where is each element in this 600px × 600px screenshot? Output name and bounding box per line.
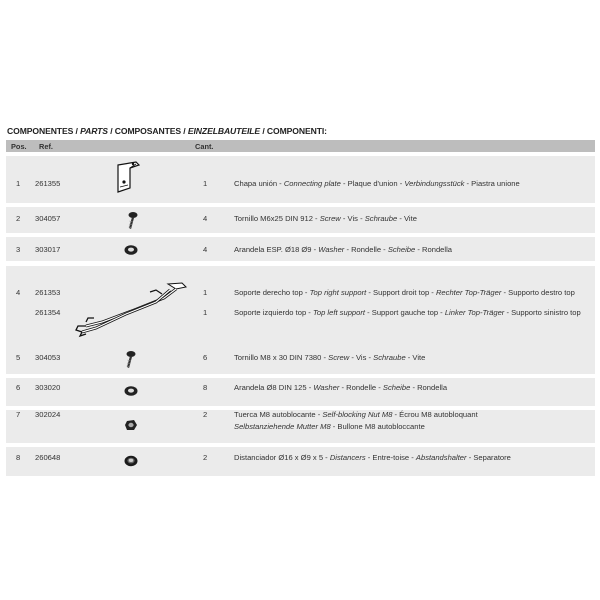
desc-segment: Top right support — [309, 288, 367, 297]
row-ref: 303020 — [35, 383, 61, 392]
desc-segment: - Supporto destro top — [501, 288, 575, 297]
row-pos: 4 — [16, 288, 21, 297]
desc-segment: Tuerca M8 autoblocante - — [234, 410, 323, 419]
title-seg: COMPONENTES / — [7, 126, 81, 136]
row-description — [234, 353, 425, 363]
washer-icon — [123, 384, 139, 402]
desc-segment: Distancers — [329, 453, 366, 462]
row-qty: 4 — [203, 214, 208, 223]
desc-segment: Washer — [318, 245, 345, 254]
row-ref: 303017 — [35, 245, 61, 254]
row-description — [234, 453, 511, 463]
desc-segment: Abstandshalter — [415, 453, 467, 462]
table-row — [6, 237, 595, 261]
header-pos: Pos. — [11, 141, 27, 151]
row-ref: 260648 — [35, 453, 61, 462]
row-pos: 5 — [16, 353, 21, 362]
row-qty: 6 — [203, 353, 208, 362]
row-description — [234, 288, 575, 298]
nut-icon — [124, 418, 138, 437]
desc-segment: - Rondella — [415, 245, 452, 254]
desc-segment: Arandela Ø8 DIN 125 - — [234, 383, 314, 392]
desc-segment: - Rondelle - — [339, 383, 383, 392]
row-pos: 8 — [16, 453, 21, 462]
row-ref: 261353 — [35, 288, 61, 297]
row-description — [234, 214, 417, 224]
desc-segment: Soporte izquierdo top - — [234, 308, 313, 317]
row-ref: 302024 — [35, 410, 61, 419]
parts-list-title — [7, 126, 327, 136]
desc-segment: - Vite — [397, 214, 417, 223]
desc-segment: - Bullone M8 autobloccante — [330, 422, 425, 431]
row-qty: 8 — [203, 383, 208, 392]
table-row — [6, 447, 595, 476]
desc-segment: Chapa unión - — [234, 179, 284, 188]
desc-segment: - Support gauche top - — [365, 308, 445, 317]
desc-segment: Washer — [313, 383, 340, 392]
screw-icon — [122, 350, 138, 375]
title-seg: / COMPOSANTES / — [107, 126, 188, 136]
row-qty: 2 — [203, 453, 208, 462]
desc-segment: Schraube — [373, 353, 406, 362]
row-qty: 4 — [203, 245, 208, 254]
parts-table — [6, 140, 595, 476]
desc-segment: Arandela ESP. Ø18 Ø9 - — [234, 245, 319, 254]
row-pos: 6 — [16, 383, 21, 392]
desc-segment: - Support droit top - — [366, 288, 436, 297]
desc-segment: - Vite — [405, 353, 426, 362]
row-ref: 304053 — [35, 353, 61, 362]
table-header — [6, 140, 595, 152]
row-qty: 2 — [203, 410, 208, 419]
row-description — [234, 383, 447, 393]
row-pos: 1 — [16, 179, 21, 188]
row-pos: 2 — [16, 214, 21, 223]
desc-segment: Self-blocking Nut M8 — [322, 410, 393, 419]
desc-segment: Connecting plate — [283, 179, 341, 188]
desc-segment: Scheibe — [382, 383, 411, 392]
row-pos: 7 — [16, 410, 21, 419]
desc-segment: - Piastra unione — [464, 179, 520, 188]
row-qty: 1 — [203, 179, 208, 188]
desc-segment: Selbstanziehende Mutter M8 — [234, 422, 331, 431]
row-pos: 3 — [16, 245, 21, 254]
desc-segment: Screw — [319, 214, 341, 223]
title-seg: PARTS — [80, 126, 108, 136]
title-seg: EINZELBAUTEILE — [187, 126, 261, 136]
desc-segment: Schraube — [364, 214, 398, 223]
row-description — [234, 179, 520, 189]
row-qty: 1 — [203, 308, 208, 317]
table-row — [6, 156, 595, 203]
desc-segment: Tornillo M8 x 30 DIN 7380 - — [234, 353, 329, 362]
desc-segment: - Rondelle - — [344, 245, 388, 254]
spacer-icon — [123, 454, 139, 473]
desc-segment: Scheibe — [387, 245, 416, 254]
table-row — [6, 346, 595, 374]
desc-segment: - Plaque d'union - — [340, 179, 405, 188]
row-qty: 1 — [203, 288, 208, 297]
table-row — [6, 410, 595, 443]
row-ref: 304057 — [35, 214, 61, 223]
table-row — [6, 207, 595, 233]
desc-segment: Soporte derecho top - — [234, 288, 310, 297]
desc-segment: - Separatore — [466, 453, 511, 462]
desc-segment: Screw — [328, 353, 350, 362]
desc-segment: Top left support — [312, 308, 366, 317]
desc-segment: - Vis - — [349, 353, 374, 362]
desc-segment: Tornillo M6x25 DIN 912 - — [234, 214, 320, 223]
desc-segment: Verbindungsstück — [404, 179, 465, 188]
desc-segment: - Entre-toise - — [365, 453, 416, 462]
table-row — [6, 266, 595, 348]
screw-icon — [124, 211, 140, 236]
desc-segment: - Écrou M8 autobloquant — [392, 410, 478, 419]
title-seg: / COMPONENTI: — [260, 126, 327, 136]
desc-segment: - Rondella — [410, 383, 448, 392]
desc-segment: Distanciador Ø16 x Ø9 x 5 - — [234, 453, 330, 462]
header-ref: Ref. — [39, 141, 53, 151]
row-description — [234, 308, 581, 318]
top-support-icon — [72, 274, 190, 343]
connecting-plate-icon — [106, 160, 146, 201]
row-ref: 261354 — [35, 308, 61, 317]
row-ref: 261355 — [35, 179, 61, 188]
row-description-line2 — [234, 422, 425, 432]
table-row — [6, 378, 595, 406]
desc-segment: Rechter Top-Träger — [435, 288, 502, 297]
row-description — [234, 245, 452, 255]
row-description — [234, 410, 478, 420]
desc-segment: - Vis - — [340, 214, 365, 223]
desc-segment: - Supporto sinistro top — [504, 308, 581, 317]
washer-icon — [123, 243, 139, 261]
desc-segment: Linker Top-Träger — [444, 308, 505, 317]
header-qty: Cant. — [195, 141, 214, 151]
